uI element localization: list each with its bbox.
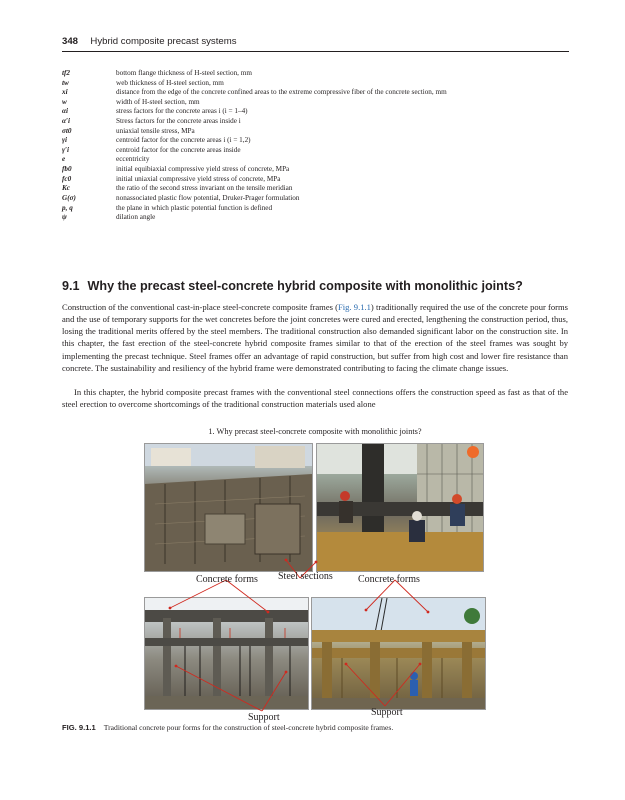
nomenclature-definition: uniaxial tensile stress, MPa	[116, 126, 195, 135]
nomenclature-symbol: Kc	[62, 184, 70, 193]
body-paragraph: In this chapter, the hybrid composite precast frames with the conventional steel connections offers the construction speed as fast as that of the steel erection to overcome shortcomings of the traditional construction materials used alone	[62, 387, 568, 410]
nomenclature-definition: web thickness of H-steel section, mm	[116, 78, 224, 87]
section-number: 9.1	[62, 279, 80, 293]
nomenclature-row	[62, 213, 582, 223]
nomenclature-symbol: fb0	[62, 165, 72, 174]
nomenclature-definition: initial uniaxial compressive yield stress of concrete, MPa	[116, 174, 281, 183]
label-support-right: Support	[371, 707, 403, 718]
label-support-left: Support	[248, 712, 280, 723]
nomenclature-symbol: tf2	[62, 69, 70, 77]
nomenclature-symbol: p, q	[62, 203, 73, 212]
nomenclature-symbol: ψ	[62, 213, 67, 222]
nomenclature-definition: width of H-steel section, mm	[116, 97, 200, 106]
nomenclature-row	[62, 175, 582, 185]
nomenclature-row	[62, 127, 582, 137]
nomenclature-row	[62, 107, 582, 117]
nomenclature-definition: centroid factor for the concrete areas i (i = 1,2)	[116, 136, 251, 145]
page-number: 348	[62, 36, 79, 47]
nomenclature-symbol: σt0	[62, 126, 72, 135]
label-concrete-forms-right: Concrete forms	[358, 574, 420, 585]
section-heading	[62, 279, 523, 293]
photo-timber-forms-crane	[311, 597, 486, 710]
nomenclature-symbol: γ′i	[62, 145, 70, 154]
nomenclature-row	[62, 136, 582, 146]
nomenclature-definition: centroid factor for the concrete areas inside	[116, 145, 241, 154]
nomenclature-row	[62, 146, 582, 156]
nomenclature-symbol: αi	[62, 107, 68, 116]
section-title: Why the precast steel-concrete hybrid composite with monolithic joints?	[87, 279, 523, 293]
label-concrete-forms-left: Concrete forms	[196, 574, 258, 585]
nomenclature-symbol: fc0	[62, 174, 72, 183]
nomenclature-symbol: tw	[62, 78, 69, 87]
nomenclature-row	[62, 79, 582, 89]
nomenclature-definition: the plane in which plastic potential function is defined	[116, 203, 273, 212]
paragraph-text: ) traditionally required the use of the concrete pour forms and the use of temporary supports for the wet concretes before the joint concretes were cured and erected, lengthening the construction period, thus, losing the traditional merits offered by the steel members. The traditional construction also demanded significant labor on the construction site. In this chapter, the fast erection of the steel-concrete hybrid composite frames similar to that of the erection of the steel frames was sought by implementing the precast technique. Steel frames offer an advantage of rapid construction, but suffer from high cost and lower fire resistance than concrete. The sustainability and resiliency of the hybrid frame were demonstrated contributing to facing the climate change issues.	[62, 302, 568, 373]
running-title: Hybrid composite precast systems	[90, 36, 237, 47]
paragraph-text: Construction of the conventional cast-in-place steel-concrete composite frames (	[62, 302, 339, 312]
nomenclature-definition: the ratio of the second stress invariant on the tensile meridian	[116, 184, 293, 193]
photo-site-overview	[144, 443, 313, 572]
nomenclature-definition: initial equibiaxial compressive yield stress of concrete, MPa	[116, 165, 290, 174]
nomenclature-definition: eccentricity	[116, 155, 150, 164]
nomenclature-row	[62, 88, 582, 98]
figure-caption-text: Traditional concrete pour forms for the construction of steel-concrete hybrid composite frames.	[103, 723, 394, 732]
nomenclature-row	[62, 184, 582, 194]
nomenclature-symbol: G(σ)	[62, 193, 76, 202]
nomenclature-symbol: α′i	[62, 117, 70, 126]
nomenclature-symbol: e	[62, 155, 66, 164]
nomenclature-definition: distance from the edge of the concrete confined areas to the extreme compressive fiber of the concrete section, mm	[116, 88, 447, 97]
nomenclature-definition: Stress factors for the concrete areas inside i	[116, 117, 241, 126]
nomenclature-symbol: w	[62, 97, 67, 106]
nomenclature-list	[62, 69, 582, 223]
figure-number: FIG. 9.1.1	[62, 723, 96, 732]
nomenclature-row	[62, 117, 582, 127]
figure-title: 1. Why precast steel-concrete composite with monolithic joints?	[208, 427, 422, 436]
nomenclature-definition: bottom flange thickness of H-steel section, mm	[116, 69, 252, 77]
nomenclature-row	[62, 155, 582, 165]
header-rule	[62, 51, 569, 52]
nomenclature-row	[62, 98, 582, 108]
nomenclature-definition: dilation angle	[116, 213, 156, 222]
nomenclature-row	[62, 165, 582, 175]
body-paragraph	[62, 301, 568, 374]
figure-reference-link[interactable]: Fig. 9.1.1	[338, 302, 371, 312]
nomenclature-symbol: xi	[62, 88, 68, 97]
nomenclature-symbol: γi	[62, 136, 67, 145]
nomenclature-row	[62, 204, 582, 214]
nomenclature-row	[62, 194, 582, 204]
figure-caption	[62, 723, 393, 732]
running-header	[62, 36, 237, 47]
nomenclature-definition: nonassociated plastic flow potential, Druker-Prager formulation	[116, 193, 300, 202]
nomenclature-definition: stress factors for the concrete areas i (i = 1–4)	[116, 107, 248, 116]
photo-steel-frame-supports	[144, 597, 309, 710]
photo-joint-workers	[316, 443, 484, 572]
label-steel-sections: Steel sections	[278, 571, 333, 582]
nomenclature-row	[62, 69, 582, 79]
